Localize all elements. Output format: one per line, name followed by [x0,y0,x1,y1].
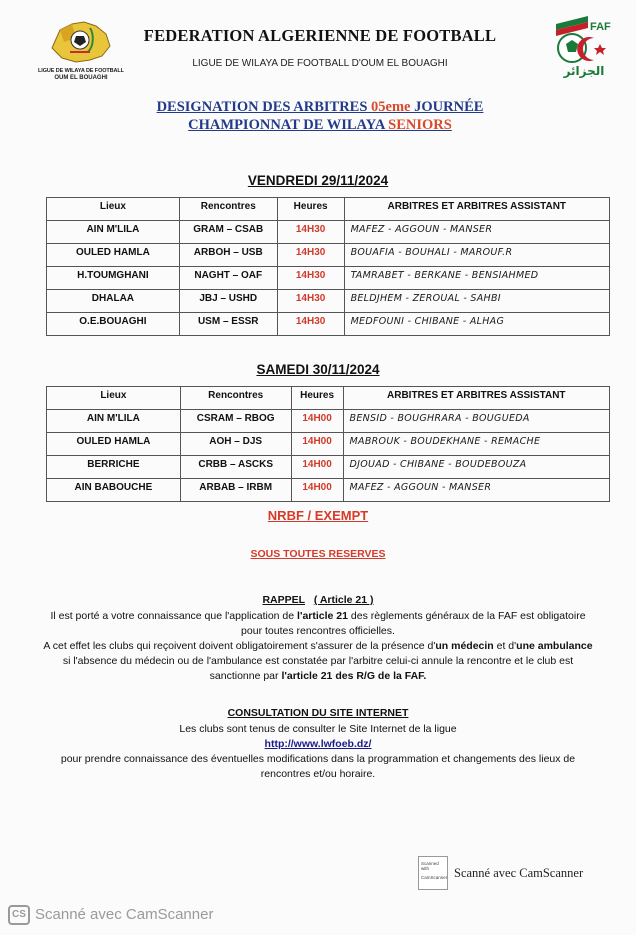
rappel-article-ref: l'article 21 [297,610,348,622]
logo-arabic-text: الجزائر [563,64,605,78]
exempt-notice: NRBF / EXEMPT [267,508,369,523]
header-heures: Heures [291,387,343,410]
cell-rencontre: JBJ – USHD [179,290,277,313]
ligue-emblem-icon [46,18,114,66]
saturday-title: SAMEDI 30/11/2024 [256,362,380,377]
cell-rencontre: ARBOH – USB [179,244,277,267]
stamp-text: Scanned with [421,861,439,871]
cell-arbitres: BELDJHEM - ZEROUAL - SAHBI [344,290,609,313]
consultation-heading: CONSULTATION DU SITE INTERNET [227,707,409,719]
rappel-text: et d' [493,640,517,652]
cell-arbitres: DJOUAD - CHIBANE - BOUDEBOUZA [343,456,609,479]
rappel-medecin: un médecin [435,640,494,652]
camscanner-icon: CS [8,905,30,925]
camscanner-qr-icon [418,856,448,890]
table-row [47,221,610,244]
rappel-heading [0,594,636,606]
camscanner-inline-label: Scanné avec CamScanner [454,866,584,880]
cell-rencontre: GRAM – CSAB [179,221,277,244]
table-row [47,267,610,290]
cell-arbitres: BOUAFIA - BOUHALI - MAROUF.R [344,244,609,267]
cell-lieu: DHALAA [47,290,180,313]
cell-arbitres: MABROUK - BOUDEKHANE - REMACHE [343,433,609,456]
cell-arbitres: MEDFOUNI - CHIBANE - ALHAG [344,313,609,336]
rappel-text: des règlements généraux de la FAF est obligatoire pour toutes rencontres officielles. [241,610,586,637]
designation-line1-suffix: JOURNÉE [410,99,484,115]
cell-heure: 14H30 [277,267,344,290]
rappel-text: A cet effet les clubs qui reçoivent doivent obligatoirement s'assurer de la présence d' [43,640,436,652]
camscanner-watermark-label: Scanné avec CamScanner [35,906,214,923]
cell-heure: 14H00 [291,479,343,502]
rappel-sanction-ref: l'article 21 des R/G de la FAF. [281,670,427,682]
camscanner-stamp [418,856,618,892]
friday-title: VENDREDI 29/11/2024 [247,173,389,188]
designation-title [100,98,540,134]
table-header-row [47,198,610,221]
cell-rencontre: USM – ESSR [179,313,277,336]
rappel-title: RAPPEL [262,594,306,606]
cell-heure: 14H30 [277,313,344,336]
rappel-paragraph-1 [40,609,596,639]
cell-heure: 14H00 [291,410,343,433]
table-row [47,313,610,336]
header-arbitres: ARBITRES ET ARBITRES ASSISTANT [343,387,609,410]
cell-lieu: AIN BABOUCHE [47,479,181,502]
table-row [47,479,610,502]
cell-lieu: BERRICHE [47,456,181,479]
reserves-notice: SOUS TOUTES RESERVES [250,548,386,560]
cell-heure: 14H30 [277,221,344,244]
faf-emblem-icon [548,10,618,66]
logo-caption-city: OUM EL BOUAGHI [54,75,108,81]
header-rencontres: Rencontres [179,198,277,221]
rappel-ambulance: une ambulance [516,640,593,652]
stamp-text: CamScanner [421,875,448,880]
rappel-text: si l'absence du médecin ou de l'ambulance est constatée par l'arbitre celui-ci annule la rencontre et le club est sanctionne par [62,655,574,682]
cell-rencontre: CSRAM – RBOG [180,410,291,433]
designation-journee-number: 05eme [371,99,411,115]
cell-heure: 14H30 [277,290,344,313]
cell-lieu: H.TOUMGHANI [47,267,180,290]
designation-category: SENIORS [388,117,452,133]
cell-lieu: AIN M'LILA [47,410,181,433]
saturday-table [46,386,610,502]
website-link[interactable]: http://www.lwfoeb.dz/ [264,738,372,750]
rappel-text: Il est porté a votre connaissance que l'application de [50,610,298,622]
cell-rencontre: ARBAB – IRBM [180,479,291,502]
friday-table [46,197,610,336]
svg-text:FAF: FAF [590,21,611,33]
cell-heure: 14H00 [291,433,343,456]
faf-logo [548,10,618,82]
designation-line1-prefix: DESIGNATION DES ARBITRES [156,99,372,115]
consultation-line-2: pour prendre connaissance des éventuelles modifications dans la programmation et changements des lieux de rencontres et/ou horaire. [60,753,576,780]
rappel-article: ( Article 21 ) [313,594,374,606]
cell-rencontre: NAGHT – OAF [179,267,277,290]
cell-arbitres: MAFEZ - AGGOUN - MANSER [343,479,609,502]
header-heures: Heures [277,198,344,221]
cell-arbitres: BENSID - BOUGHRARA - BOUGUEDA [343,410,609,433]
cell-arbitres: TAMRABET - BERKANE - BENSIAHMED [344,267,609,290]
cell-rencontre: AOH – DJS [180,433,291,456]
header-lieux: Lieux [47,198,180,221]
table-row [47,244,610,267]
header-rencontres: Rencontres [180,387,291,410]
logo-caption-ligue: LIGUE DE WILAYA DE FOOTBALL [38,68,124,74]
header-arbitres: ARBITRES ET ARBITRES ASSISTANT [344,198,609,221]
cell-lieu: OULED HAMLA [47,244,180,267]
cell-lieu: AIN M'LILA [47,221,180,244]
ligue-subtitle: LIGUE DE WILAYA DE FOOTBALL D'OUM EL BOUAGHI [192,58,448,69]
table-row [47,456,610,479]
table-row [47,433,610,456]
ligue-logo [36,16,126,88]
table-row [47,410,610,433]
table-row [47,290,610,313]
cell-lieu: OULED HAMLA [47,433,181,456]
rappel-paragraph-2 [40,639,596,684]
cell-lieu: O.E.BOUAGHI [47,313,180,336]
cell-heure: 14H30 [277,244,344,267]
cell-rencontre: CRBB – ASCKS [180,456,291,479]
header-lieux: Lieux [47,387,181,410]
cell-heure: 14H00 [291,456,343,479]
federation-title: FEDERATION ALGERIENNE DE FOOTBALL [143,26,497,45]
designation-line2-prefix: CHAMPIONNAT DE WILAYA [188,117,389,133]
cell-arbitres: MAFEZ - AGGOUN - MANSER [344,221,609,244]
consultation-line-1: Les clubs sont tenus de consulter le Site Internet de la ligue [179,723,457,735]
table-header-row [47,387,610,410]
